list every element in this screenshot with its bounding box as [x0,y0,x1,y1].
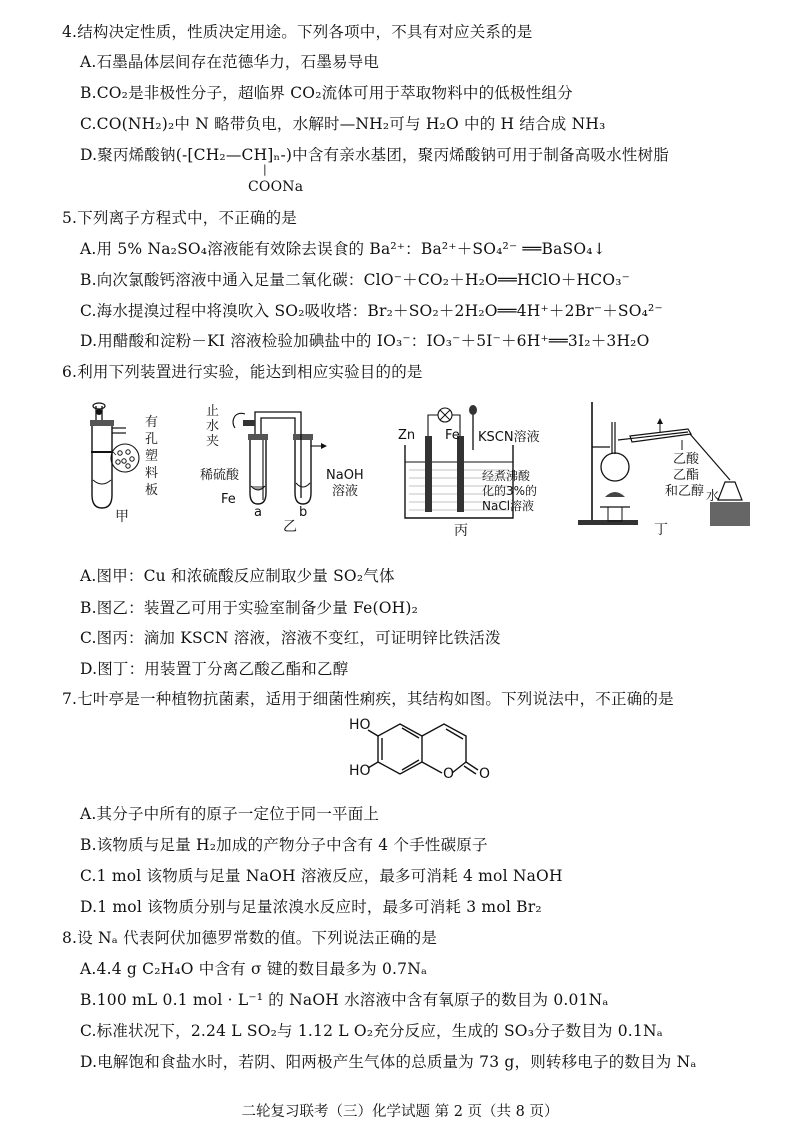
fig-yi-clamp-1: 止 [206,404,220,419]
fig-bing-caption: 丙 [454,523,468,539]
fig-yi-clamp-3: 夹 [206,434,220,449]
q6-option-b: B.图乙：装置乙可用于实验室制备少量 Fe(OH)₂ [80,599,419,617]
fig-yi-acid-label: 稀硫酸 [200,468,240,483]
fig-ding-water-label: 水 [706,489,720,504]
q5-option-b: B.向次氯酸钙溶液中通入足量二氧化碳：ClO⁻＋CO₂＋H₂O══HClO＋HCO₃⁻ [80,271,631,289]
fig-bing-kscn-label: KSCN溶液 [478,430,540,445]
figure-ding [570,392,760,532]
q4-option-d: D.聚丙烯酸钠(-[CH₂—CH]ₙ-)中含有亲水基团，聚丙烯酸钠可用于制备高吸水性树脂 [80,146,669,164]
figure-bing [395,400,565,525]
q5-option-a: A.用 5% Na₂SO₄溶液能有效除去误食的 Ba²⁺：Ba²⁺＋SO₄²⁻ ══BaSO₄↓ [80,240,606,258]
fig-bing-sol-2: 化的3%的 [482,484,538,498]
fig-bing-fe-label: Fe [445,428,460,443]
q7-option-a: A.其分子中所有的原子一定位于同一平面上 [80,805,380,823]
q7-option-c: C.1 mol 该物质与足量 NaOH 溶液反应，最多可消耗 4 mol NaOH [80,867,563,885]
q4-option-b: B.CO₂是非极性分子，超临界 CO₂流体可用于萃取物料中的低极性组分 [80,84,573,102]
figure-jia [80,400,190,540]
fig-yi-caption: 乙 [283,519,297,535]
q4-d-substituent: COONa [248,179,304,195]
q6-option-c: C.图丙：滴加 KSCN 溶液，溶液不变红，可证明锌比铁活泼 [80,629,501,647]
q4-bond-mark: | [263,163,267,176]
fig-jia-label-1: 有 [145,415,159,430]
fig-bing-sol-3: NaCl溶液 [482,499,535,513]
q4-option-a: A.石墨晶体层间存在范德华力，石墨易导电 [80,53,380,71]
q7-option-d: D.1 mol 该物质分别与足量浓溴水反应时，最多可消耗 3 mol Br₂ [80,898,542,916]
q4-option-c: C.CO(NH₂)₂中 N 略带负电，水解时—NH₂可与 H₂O 中的 H 结合成 NH₃ [80,115,606,133]
fig-yi-clamp-2: 水 [206,419,220,434]
q7-keto-oxygen: O [479,766,491,782]
fig-jia-label-5: 板 [145,483,159,498]
q7-ring-oxygen: O [443,766,455,782]
q6-option-d: D.图丁：用装置丁分离乙酸乙酯和乙醇 [80,660,349,678]
q8-option-b: B.100 mL 0.1 mol · L⁻¹ 的 NaOH 水溶液中含有氧原子的数目为 0.01Nₐ [80,991,609,1009]
q7-oh-top: HO [349,717,371,733]
fig-yi-a-label: a [254,505,262,520]
fig-yi-fe-label: Fe [221,492,236,507]
q7-stem: 7.七叶亭是一种植物抗菌素，适用于细菌性痢疾，其结构如图。下列说法中，不正确的是 [62,690,674,708]
fig-jia-label-4: 料 [145,466,159,481]
fig-yi-naoh-label: NaOH [326,468,364,483]
q8-stem: 8.设 Nₐ 代表阿伏加德罗常数的值。下列说法正确的是 [62,929,438,947]
fig-ding-label-2: 乙酯 [673,468,700,483]
q8-option-d: D.电解饱和食盐水时，若阴、阳两极产生气体的总质量为 73 g，则转移电子的数目为 Nₐ [80,1053,697,1071]
q5-option-c: C.海水提溴过程中将溴吹入 SO₂吸收塔：Br₂＋SO₂＋2H₂O══4H⁺＋2Br⁻＋SO₄²⁻ [80,302,663,320]
fig-jia-label-2: 孔 [145,432,159,447]
fig-jia-caption: 甲 [115,509,129,525]
fig-jia-label-3: 塑 [145,449,159,464]
fig-yi-b-label: b [299,505,308,520]
q7-oh-bottom: HO [349,763,371,779]
fig-ding-label-3: 和乙醇 [665,484,705,499]
q5-stem: 5.下列离子方程式中，不正确的是 [62,209,297,227]
fig-bing-zn-label: Zn [398,428,416,443]
fig-yi-solution-label: 溶液 [332,484,359,499]
q8-option-a: A.4.4 g C₂H₄O 中含有 σ 键的数目最多为 0.7Nₐ [80,960,428,978]
page-footer: 二轮复习联考（三）化学试题 第 2 页（共 8 页） [241,1104,559,1120]
fig-ding-caption: 丁 [654,522,668,538]
q5-option-d: D.用醋酸和淀粉－KI 溶液检验加碘盐中的 IO₃⁻：IO₃⁻＋5I⁻＋6H⁺══3I₂＋3H₂O [80,332,650,350]
q4-stem: 4.结构决定性质，性质决定用途。下列各项中，不具有对应关系的是 [62,23,533,41]
q7-option-b: B.该物质与足量 H₂加成的产物分子中含有 4 个手性碳原子 [80,836,488,854]
fig-bing-sol-1: 经煮沸酸 [482,469,531,483]
fig-ding-label-1: 乙酸 [673,452,700,467]
q8-option-c: C.标准状况下，2.24 L SO₂与 1.12 L O₂充分反应，生成的 SO₃分子数目为 0.1Nₐ [80,1022,663,1040]
q6-stem: 6.利用下列装置进行实验，能达到相应实验目的的是 [62,363,423,381]
q6-option-a: A.图甲：Cu 和浓硫酸反应制取少量 SO₂气体 [80,567,395,585]
